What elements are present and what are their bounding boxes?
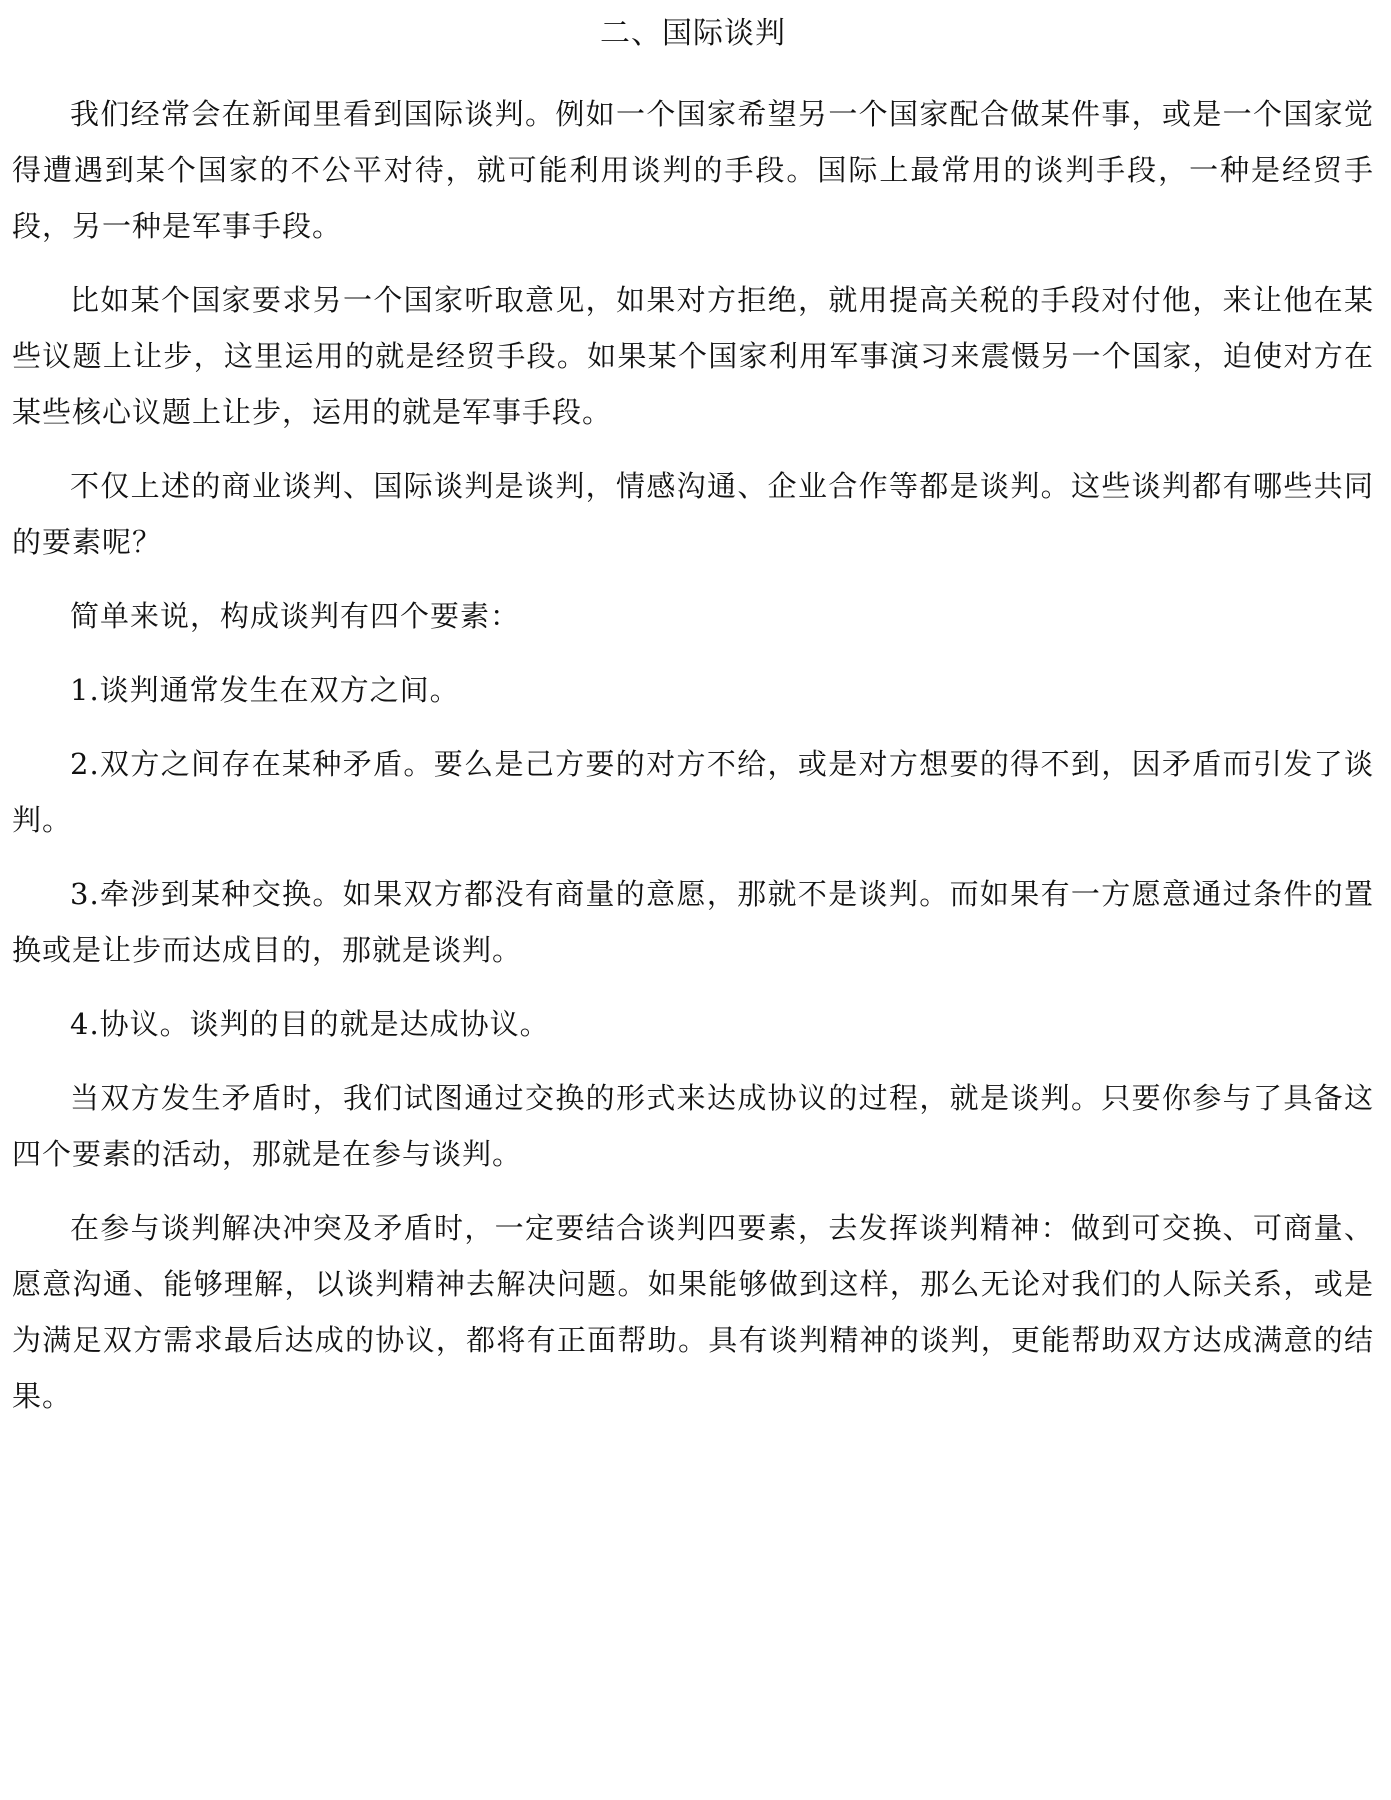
paragraph-question: 不仅上述的商业谈判、国际谈判是谈判，情感沟通、企业合作等都是谈判。这些谈判都有哪些共同的要素呢？ [12,469,1374,559]
list-item-element-2: 2.双方之间存在某种矛盾。要么是己方要的对方不给，或是对方想要的得不到，因矛盾而引发了谈判。 [12,747,1374,837]
paragraph-definition: 当双方发生矛盾时，我们试图通过交换的形式来达成协议的过程，就是谈判。只要你参与了具备这四个要素的活动，那就是在参与谈判。 [12,1081,1374,1171]
paragraph-elements-intro: 简单来说，构成谈判有四个要素： [70,599,521,633]
document-page [12,14,1374,1442]
list-item-element-1: 1.谈判通常发生在双方之间。 [70,673,460,707]
list-item-element-4: 4.协议。谈判的目的就是达成协议。 [70,1007,550,1041]
list-item-element-3: 3.牵涉到某种交换。如果双方都没有商量的意愿，那就不是谈判。而如果有一方愿意通过条件的置换或是让步而达成目的，那就是谈判。 [12,877,1374,967]
section-title: 二、国际谈判 [600,16,786,51]
paragraph-example: 比如某个国家要求另一个国家听取意见，如果对方拒绝，就用提高关税的手段对付他，来让他在某些议题上让步，这里运用的就是经贸手段。如果某个国家利用军事演习来震慑另一个国家，迫使对方在某些核心议题上让步，运用的就是军事手段。 [12,283,1374,429]
paragraph-intro: 我们经常会在新闻里看到国际谈判。例如一个国家希望另一个国家配合做某件事，或是一个国家觉得遭遇到某个国家的不公平对待，就可能利用谈判的手段。国际上最常用的谈判手段，一种是经贸手段，另一种是军事手段。 [12,97,1374,243]
paragraph-conclusion: 在参与谈判解决冲突及矛盾时，一定要结合谈判四要素，去发挥谈判精神：做到可交换、可商量、愿意沟通、能够理解，以谈判精神去解决问题。如果能够做到这样，那么无论对我们的人际关系，或是为满足双方需求最后达成的协议，都将有正面帮助。具有谈判精神的谈判，更能帮助双方达成满意的结果。 [12,1211,1374,1413]
